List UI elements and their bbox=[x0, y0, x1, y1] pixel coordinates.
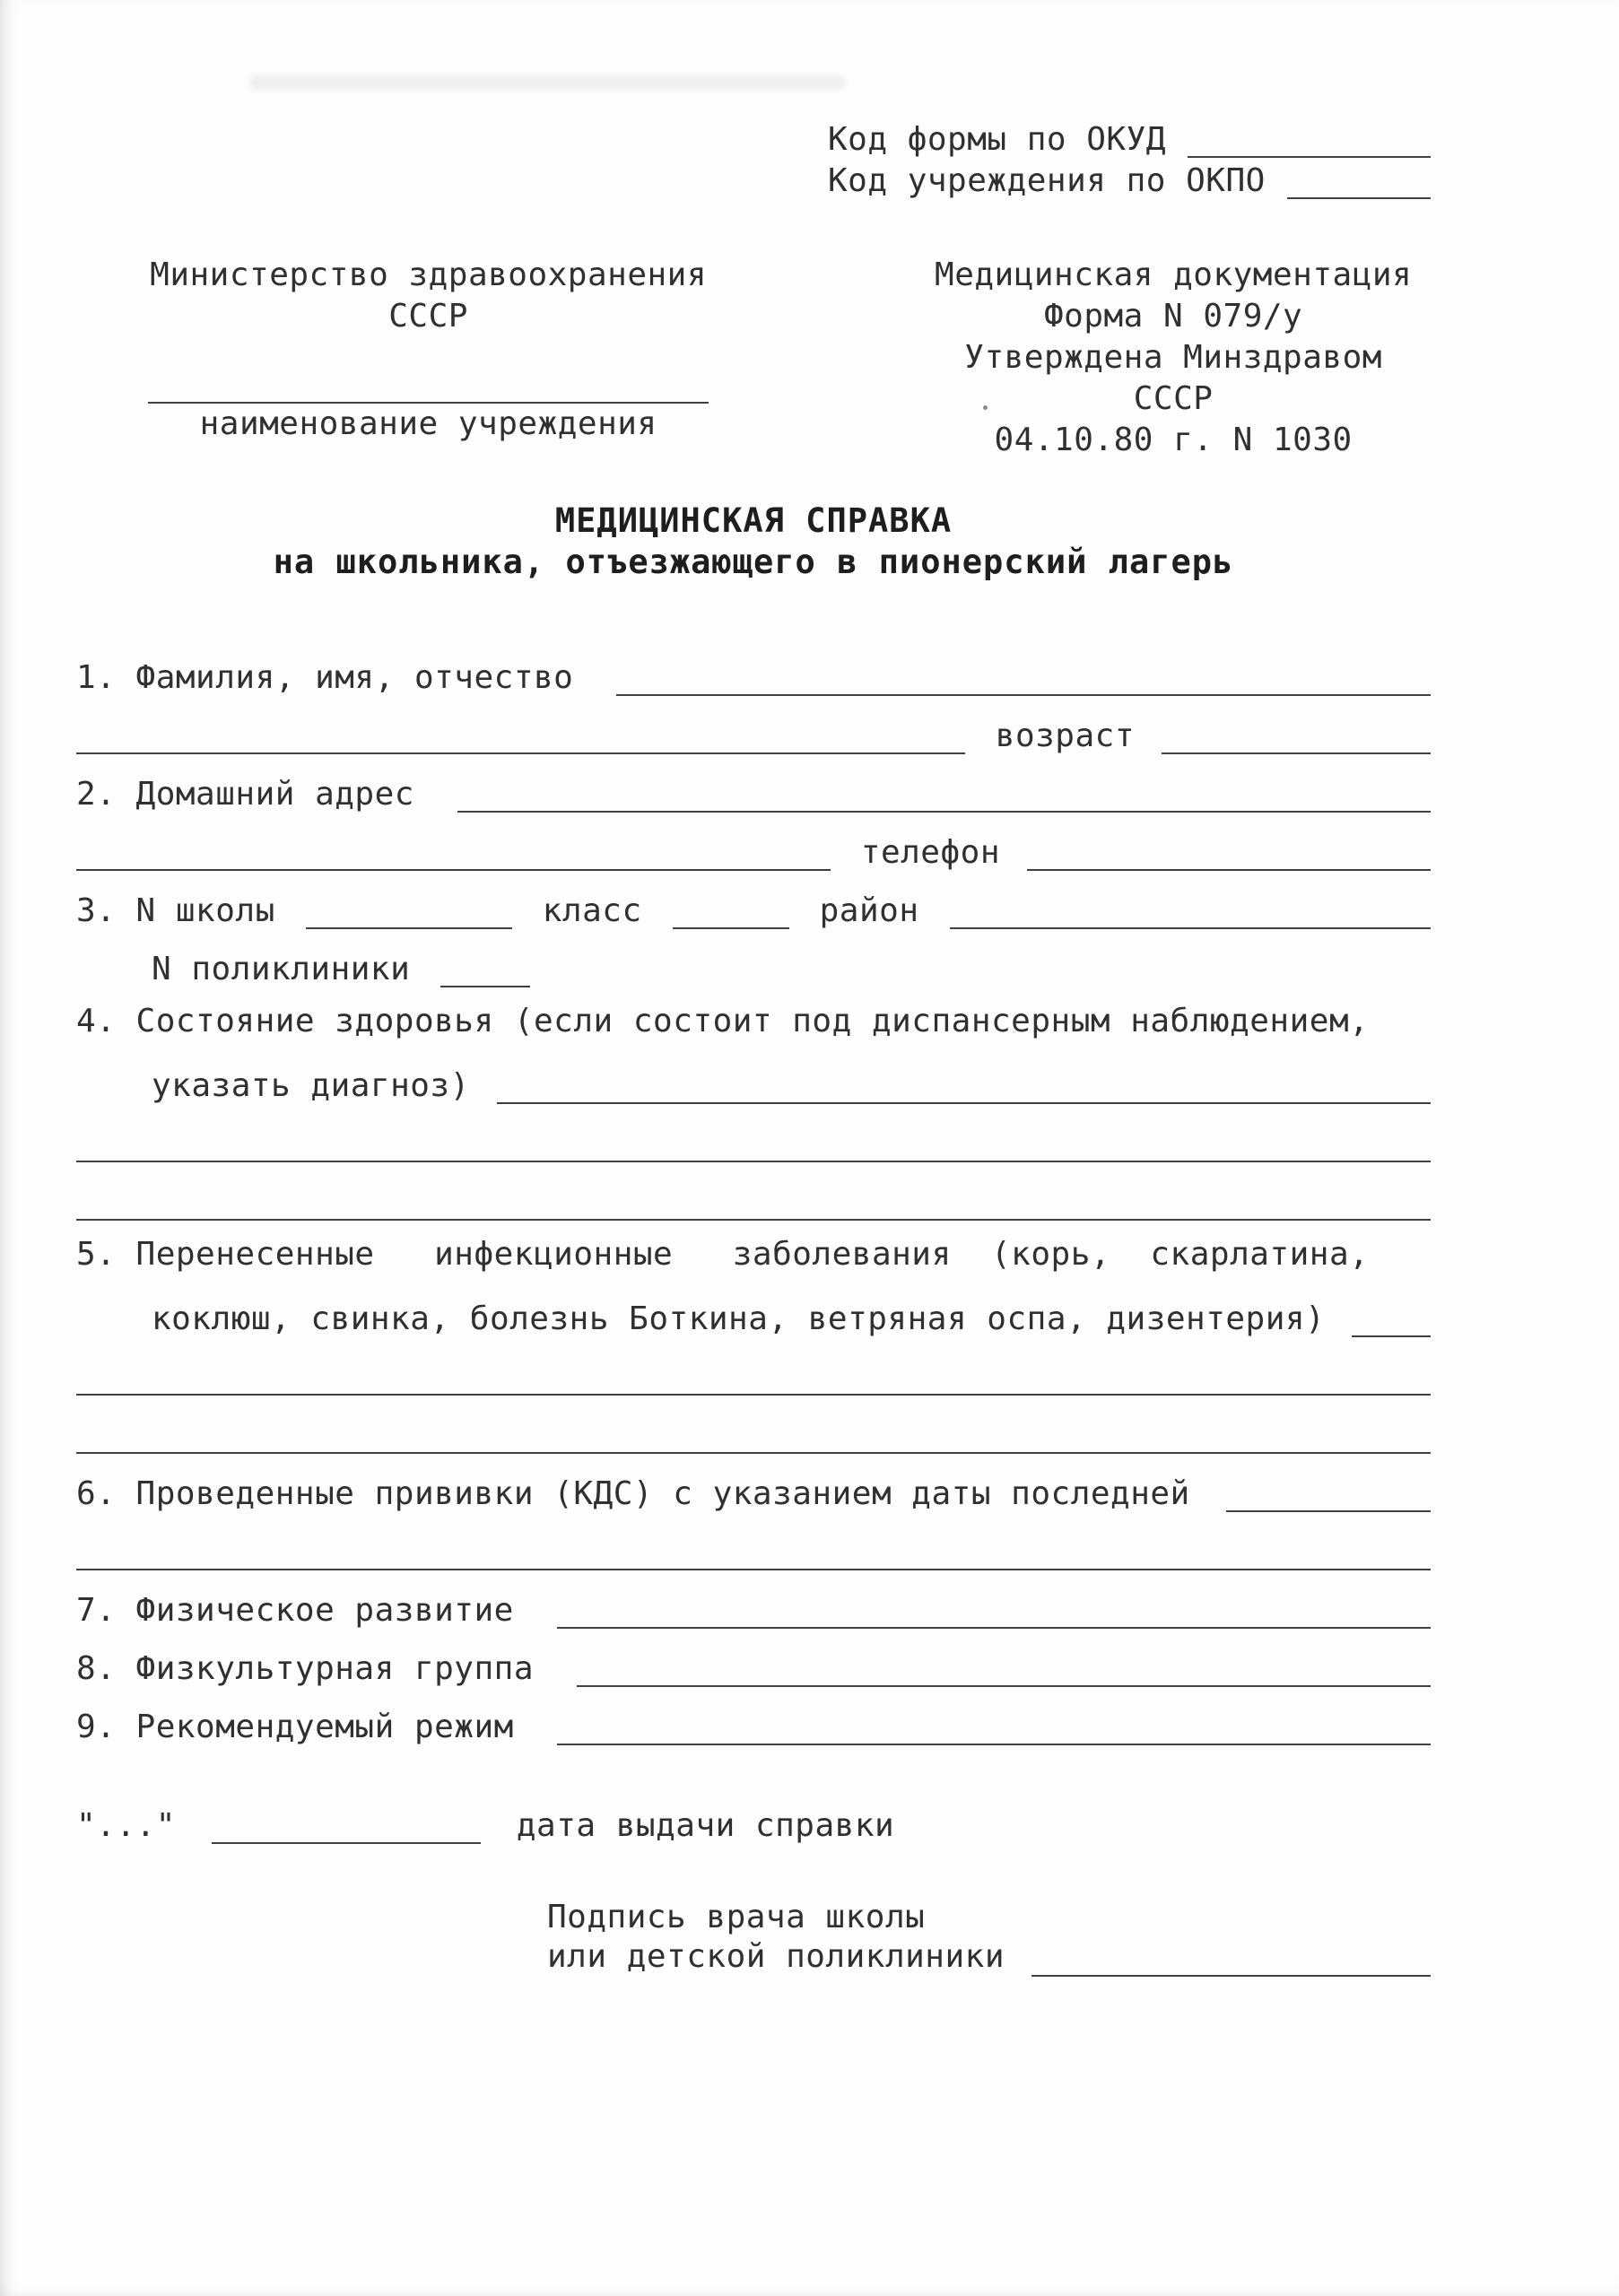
approval-date: 04.10.80 г. N 1030 bbox=[994, 422, 1353, 458]
name-label: 1. Фамилия, имя, отчество bbox=[76, 659, 574, 696]
age-label: возраст bbox=[995, 718, 1135, 754]
blank-row-health-1 bbox=[76, 1119, 1431, 1162]
diseases-blank bbox=[1352, 1326, 1431, 1337]
address-label: 2. Домашний адрес bbox=[76, 776, 414, 813]
field-row-diseases-line1 bbox=[76, 1236, 1431, 1279]
field-row-diseases-line2 bbox=[76, 1294, 1431, 1337]
ministry-line2: СССР bbox=[388, 298, 468, 335]
ministry-line1: Министерство здравоохранения bbox=[150, 257, 708, 293]
date-quote: "..." bbox=[76, 1807, 176, 1844]
diseases-extra-blank-1 bbox=[76, 1385, 1431, 1396]
okud-label: Код формы по ОКУД bbox=[828, 121, 1166, 158]
field-row-health-line2 bbox=[76, 1061, 1431, 1104]
okpo-row bbox=[828, 158, 1431, 199]
issue-date-row bbox=[76, 1801, 1431, 1844]
school-label: 3. N школы bbox=[76, 892, 275, 929]
regimen-blank bbox=[557, 1735, 1431, 1745]
age-blank bbox=[1162, 744, 1431, 754]
doc-info-block bbox=[916, 255, 1431, 461]
signature-block bbox=[76, 1898, 1431, 1977]
regimen-label: 9. Рекомендуемый режим bbox=[76, 1709, 514, 1745]
field-row-pe-group bbox=[76, 1644, 1431, 1687]
school-number-blank bbox=[306, 918, 512, 929]
codes-block bbox=[828, 0, 1431, 199]
address-continuation-blank bbox=[76, 860, 831, 871]
field-row-health-line1 bbox=[76, 1003, 1431, 1046]
institution-caption: наименование учреждения bbox=[199, 405, 657, 442]
phone-blank bbox=[1027, 860, 1431, 871]
district-label: район bbox=[819, 892, 919, 929]
vaccinations-blank bbox=[1226, 1501, 1431, 1512]
field-row-phone bbox=[76, 828, 1431, 871]
physical-development-label: 7. Физическое развитие bbox=[76, 1592, 514, 1629]
issue-date-caption: дата выдачи справки bbox=[516, 1807, 895, 1844]
signature-blank bbox=[1031, 1966, 1431, 1977]
field-row-polyclinic bbox=[76, 944, 1431, 987]
header-columns bbox=[76, 255, 1431, 461]
phone-label: телефон bbox=[860, 834, 1000, 871]
form-title-line1: МЕДИЦИНСКАЯ СПРАВКА bbox=[554, 501, 953, 540]
okpo-blank bbox=[1287, 188, 1431, 199]
ministry-block bbox=[76, 255, 780, 461]
field-row-physical-development bbox=[76, 1586, 1431, 1629]
class-blank bbox=[673, 918, 789, 929]
name-blank bbox=[616, 685, 1431, 696]
health-extra-blank-2 bbox=[76, 1210, 1431, 1221]
field-row-age bbox=[76, 711, 1431, 754]
doc-type: Медицинская документация bbox=[935, 257, 1413, 293]
field-row-address bbox=[76, 770, 1431, 813]
polyclinic-label: N поликлиники bbox=[152, 951, 411, 987]
district-blank bbox=[950, 918, 1432, 929]
diseases-extra-blank-2 bbox=[76, 1443, 1431, 1454]
form-title-line2: на школьника, отъезжающего в пионерский лагерь bbox=[273, 543, 1234, 581]
form-title bbox=[76, 500, 1431, 583]
polyclinic-blank bbox=[440, 977, 530, 987]
blank-row-vaccinations bbox=[76, 1527, 1431, 1570]
vaccinations-extra-blank bbox=[76, 1560, 1431, 1570]
name-continuation-blank bbox=[76, 744, 965, 754]
blank-row-diseases-1 bbox=[76, 1352, 1431, 1396]
field-row-vaccinations bbox=[76, 1469, 1431, 1512]
approved-by: Утверждена Минздравом СССР bbox=[964, 339, 1382, 417]
field-row-regimen bbox=[76, 1702, 1431, 1745]
vaccinations-label: 6. Проведенные прививки (КДС) с указанием даты последней bbox=[76, 1475, 1190, 1512]
blank-row-diseases-2 bbox=[76, 1411, 1431, 1454]
signature-row bbox=[547, 1937, 1431, 1977]
form-number: Форма N 079/у bbox=[1043, 298, 1303, 335]
signature-caption-line2: или детской поликлиники bbox=[547, 1938, 1005, 1975]
signature-caption-line1: Подпись врача школы bbox=[547, 1899, 926, 1935]
okud-blank bbox=[1188, 147, 1431, 158]
diagnosis-blank bbox=[497, 1093, 1431, 1104]
pe-group-blank bbox=[577, 1676, 1431, 1687]
blank-row-health-2 bbox=[76, 1178, 1431, 1221]
field-row-school bbox=[76, 886, 1431, 929]
okpo-label: Код учреждения по ОКПО bbox=[828, 162, 1266, 199]
health-label-line1: 4. Состояние здоровья (если состоит под диспансерным наблюдением, bbox=[76, 1003, 1370, 1039]
address-blank bbox=[457, 802, 1431, 813]
field-row-name bbox=[76, 653, 1431, 696]
diseases-label-line2: коклюш, свинка, болезнь Боткина, ветряная оспа, дизентерия) bbox=[152, 1300, 1326, 1337]
issue-date-blank bbox=[212, 1833, 481, 1844]
okud-row bbox=[828, 117, 1431, 158]
diseases-label-line1: 5. Перенесенные инфекционные заболевания (корь, скарлатина, bbox=[76, 1236, 1370, 1273]
pe-group-label: 8. Физкультурная группа bbox=[76, 1650, 534, 1687]
form-fields bbox=[76, 653, 1431, 1745]
health-extra-blank-1 bbox=[76, 1152, 1431, 1162]
physical-development-blank bbox=[557, 1618, 1431, 1629]
health-label-line2: указать диагноз) bbox=[152, 1067, 470, 1104]
class-label: класс bbox=[542, 892, 642, 929]
